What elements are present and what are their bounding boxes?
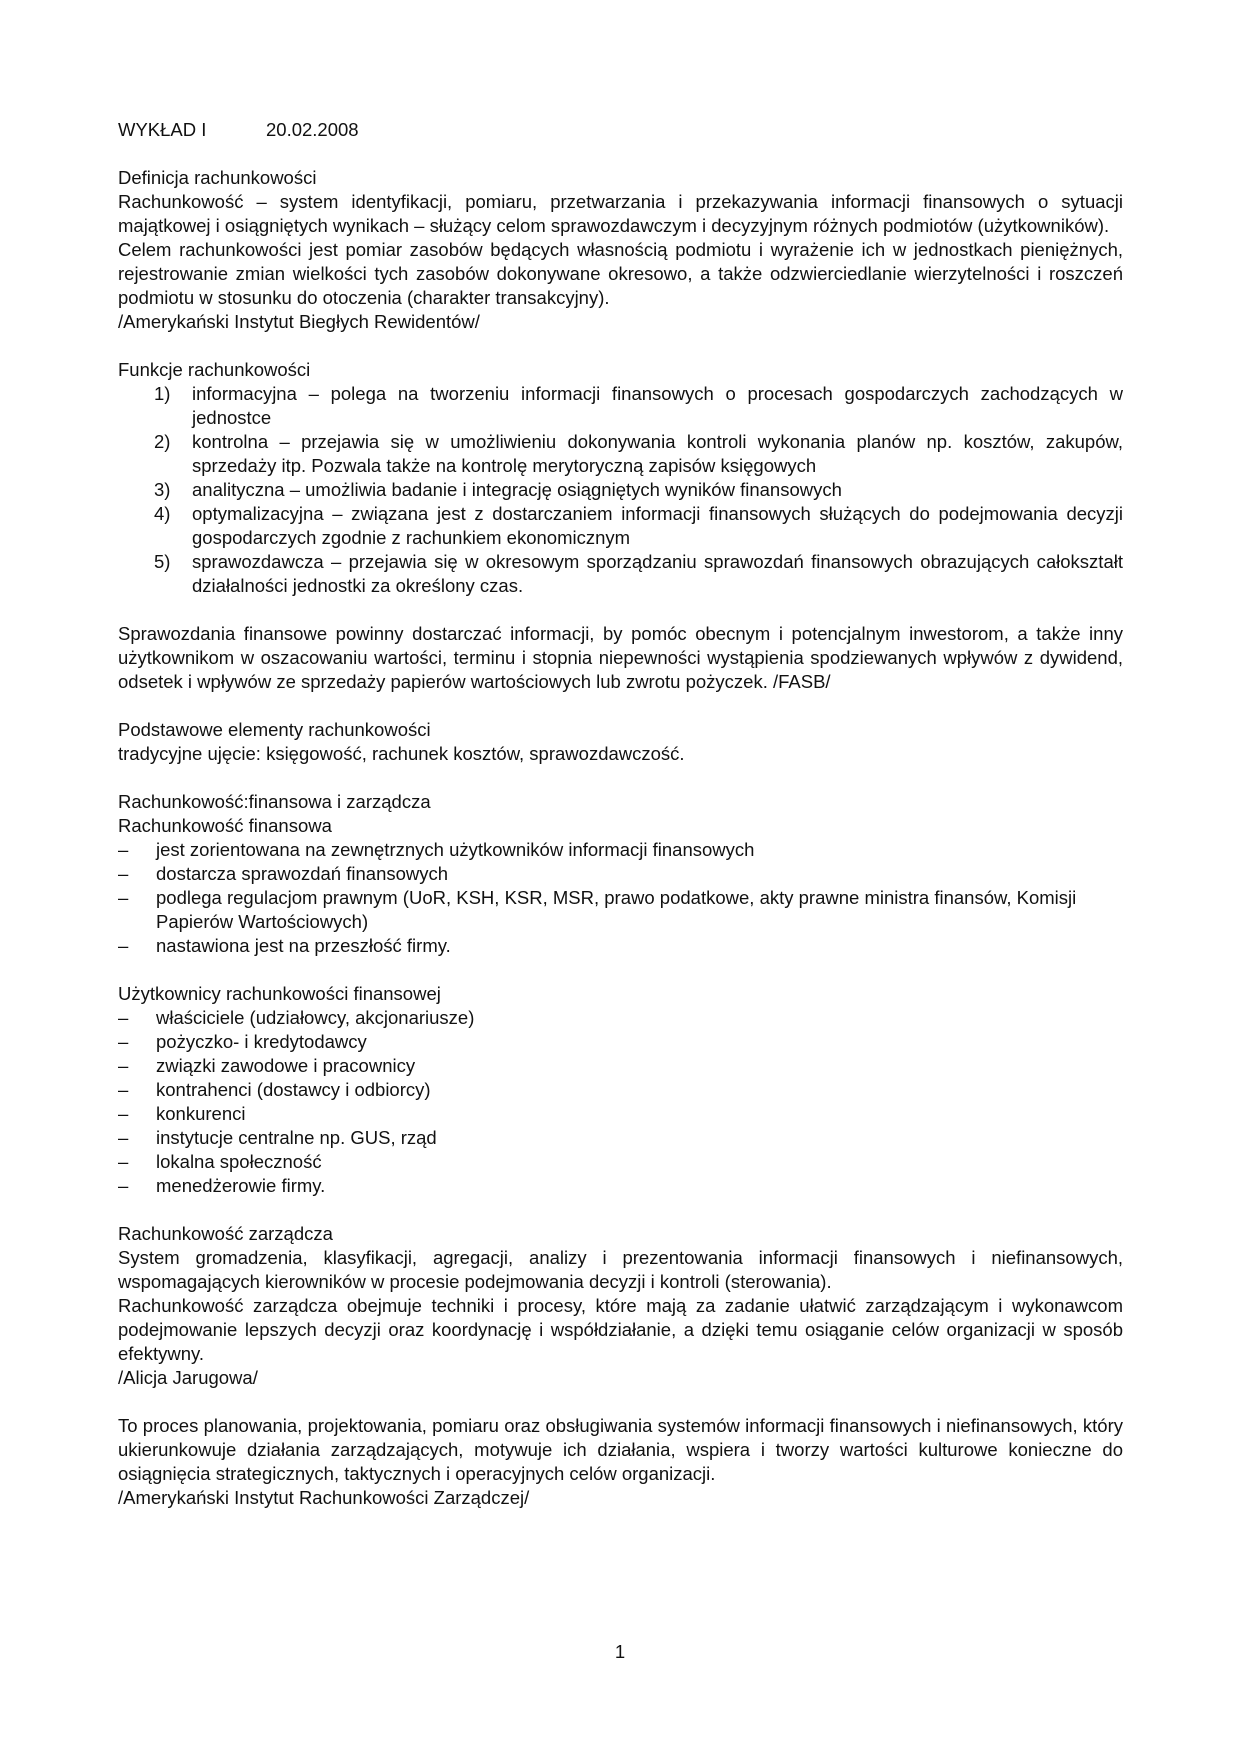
list-item: – nastawiona jest na przeszłość firmy. [118, 935, 451, 956]
management-source-jarugowa: /Alicja Jarugowa/ [118, 1367, 258, 1388]
list-item: 1) informacyjna – polega na tworzeniu informacji finansowych o procesach gospodarczych zachodzących w jednostce [154, 383, 1123, 428]
definition-paragraph: Rachunkowość – system identyfikacji, pomiaru, przetwarzania i przekazywania informacji finansowych o sytuacji majątkowej i osiągniętych wynikach – służący celom sprawozdawczym i decyzyjnym różnych podmiotów (użytkowników). [118, 191, 1123, 236]
list-item: – podlega regulacjom prawnym (UoR, KSH, KSR, MSR, prawo podatkowe, akty prawne ministra finansów, Komisji Papierów Wartościowych) [118, 887, 1077, 932]
document-page [118, 118, 1123, 1510]
management-heading: Rachunkowość zarządcza [118, 1223, 333, 1244]
list-item: 5) sprawozdawcza – przejawia się w okresowym sporządzaniu sprawozdań finansowych obrazujących całokształt działalności jednostki za określony czas. [154, 551, 1123, 596]
list-item: – instytucje centralne np. GUS, rząd [118, 1127, 437, 1148]
list-item: – związki zawodowe i pracownicy [118, 1055, 416, 1076]
management-source-institute: /Amerykański Instytut Rachunkowości Zarządczej/ [118, 1487, 530, 1508]
fasb-paragraph: Sprawozdania finansowe powinny dostarczać informacji, by pomóc obecnym i potencjalnym inwestorom, a także inny użytkownikom w oszacowaniu wartości, terminu i stopnia niepewności wystąpienia spodziewanych wpływów z dywidend, odsetek i wpływów ze sprzedaży papierów wartościowych lub zwrotu pożyczek. /FASB/ [118, 623, 1123, 692]
users-heading: Użytkownicy rachunkowości finansowej [118, 983, 441, 1004]
list-item: 4) optymalizacyjna – związana jest z dostarczaniem informacji finansowych służących do podejmowania decyzji gospodarczych zgodnie z rachunkiem ekonomicznym [154, 503, 1123, 548]
management-description: Rachunkowość zarządcza obejmuje techniki i procesy, które mają za zadanie ułatwić zarządzającym i wykonawcom podejmowanie lepszych decyzji oraz koordynację i współdziałanie, a dzięki temu osiąganie celów organizacji w sposób efektywny. [118, 1295, 1123, 1364]
definition-source: /Amerykański Instytut Biegłych Rewidentów/ [118, 311, 480, 332]
lecture-title: WYKŁAD I [118, 119, 207, 140]
functions-heading: Funkcje rachunkowości [118, 359, 311, 380]
list-item: – menedżerowie firmy. [118, 1175, 326, 1196]
page-number: 1 [614, 1641, 626, 1662]
management-definition: System gromadzenia, klasyfikacji, agregacji, analizy i prezentowania informacji finansowych i niefinansowych, wspomagających kierowników w procesie podejmowania decyzji i kontroli (sterowania). [118, 1247, 1123, 1292]
purpose-paragraph: Celem rachunkowości jest pomiar zasobów będących własnością podmiotu i wyrażenie ich w jednostkach pieniężnych, rejestrowanie zmian wielkości tych zasobów dokonywane okresowo, a także odzwierciedlanie wierzytelności i roszczeń podmiotu w stosunku do otoczenia (charakter transakcyjny). [118, 239, 1123, 308]
list-item: – dostarcza sprawozdań finansowych [118, 863, 449, 884]
elements-heading: Podstawowe elementy rachunkowości [118, 719, 431, 740]
list-item: – lokalna społeczność [118, 1151, 322, 1172]
list-item: – kontrahenci (dostawcy i odbiorcy) [118, 1079, 431, 1100]
list-item: – konkurenci [118, 1103, 246, 1124]
lecture-date: 20.02.2008 [266, 119, 359, 140]
list-item: 3) analityczna – umożliwia badanie i integrację osiągniętych wyników finansowych [154, 479, 842, 500]
financial-subheading: Rachunkowość finansowa [118, 815, 332, 836]
list-item: 2) kontrolna – przejawia się w umożliwieniu dokonywania kontroli wykonania planów np. kosztów, zakupów, sprzedaży itp. Pozwala także na kontrolę merytoryczną zapisów księgowych [154, 431, 1123, 476]
financial-list [118, 838, 1123, 958]
definition-heading: Definicja rachunkowości [118, 167, 317, 188]
elements-text: tradycyjne ujęcie: księgowość, rachunek kosztów, sprawozdawczość. [118, 743, 685, 764]
functions-list [118, 382, 1123, 598]
users-list [118, 1006, 1123, 1198]
lecture-header [118, 118, 1123, 142]
list-item: – pożyczko- i kredytodawcy [118, 1031, 367, 1052]
list-item: – właściciele (udziałowcy, akcjonariusze) [118, 1007, 475, 1028]
financial-management-heading: Rachunkowość:finansowa i zarządcza [118, 791, 431, 812]
list-item: – jest zorientowana na zewnętrznych użytkowników informacji finansowych [118, 839, 755, 860]
management-process-paragraph: To proces planowania, projektowania, pomiaru oraz obsługiwania systemów informacji finansowych i niefinansowych, który ukierunkowuje działania zarządzających, motywuje ich działania, wspiera i tworzy wartości kulturowe konieczne do osiągnięcia strategicznych, taktycznych i operacyjnych celów organizacji. [118, 1415, 1123, 1484]
